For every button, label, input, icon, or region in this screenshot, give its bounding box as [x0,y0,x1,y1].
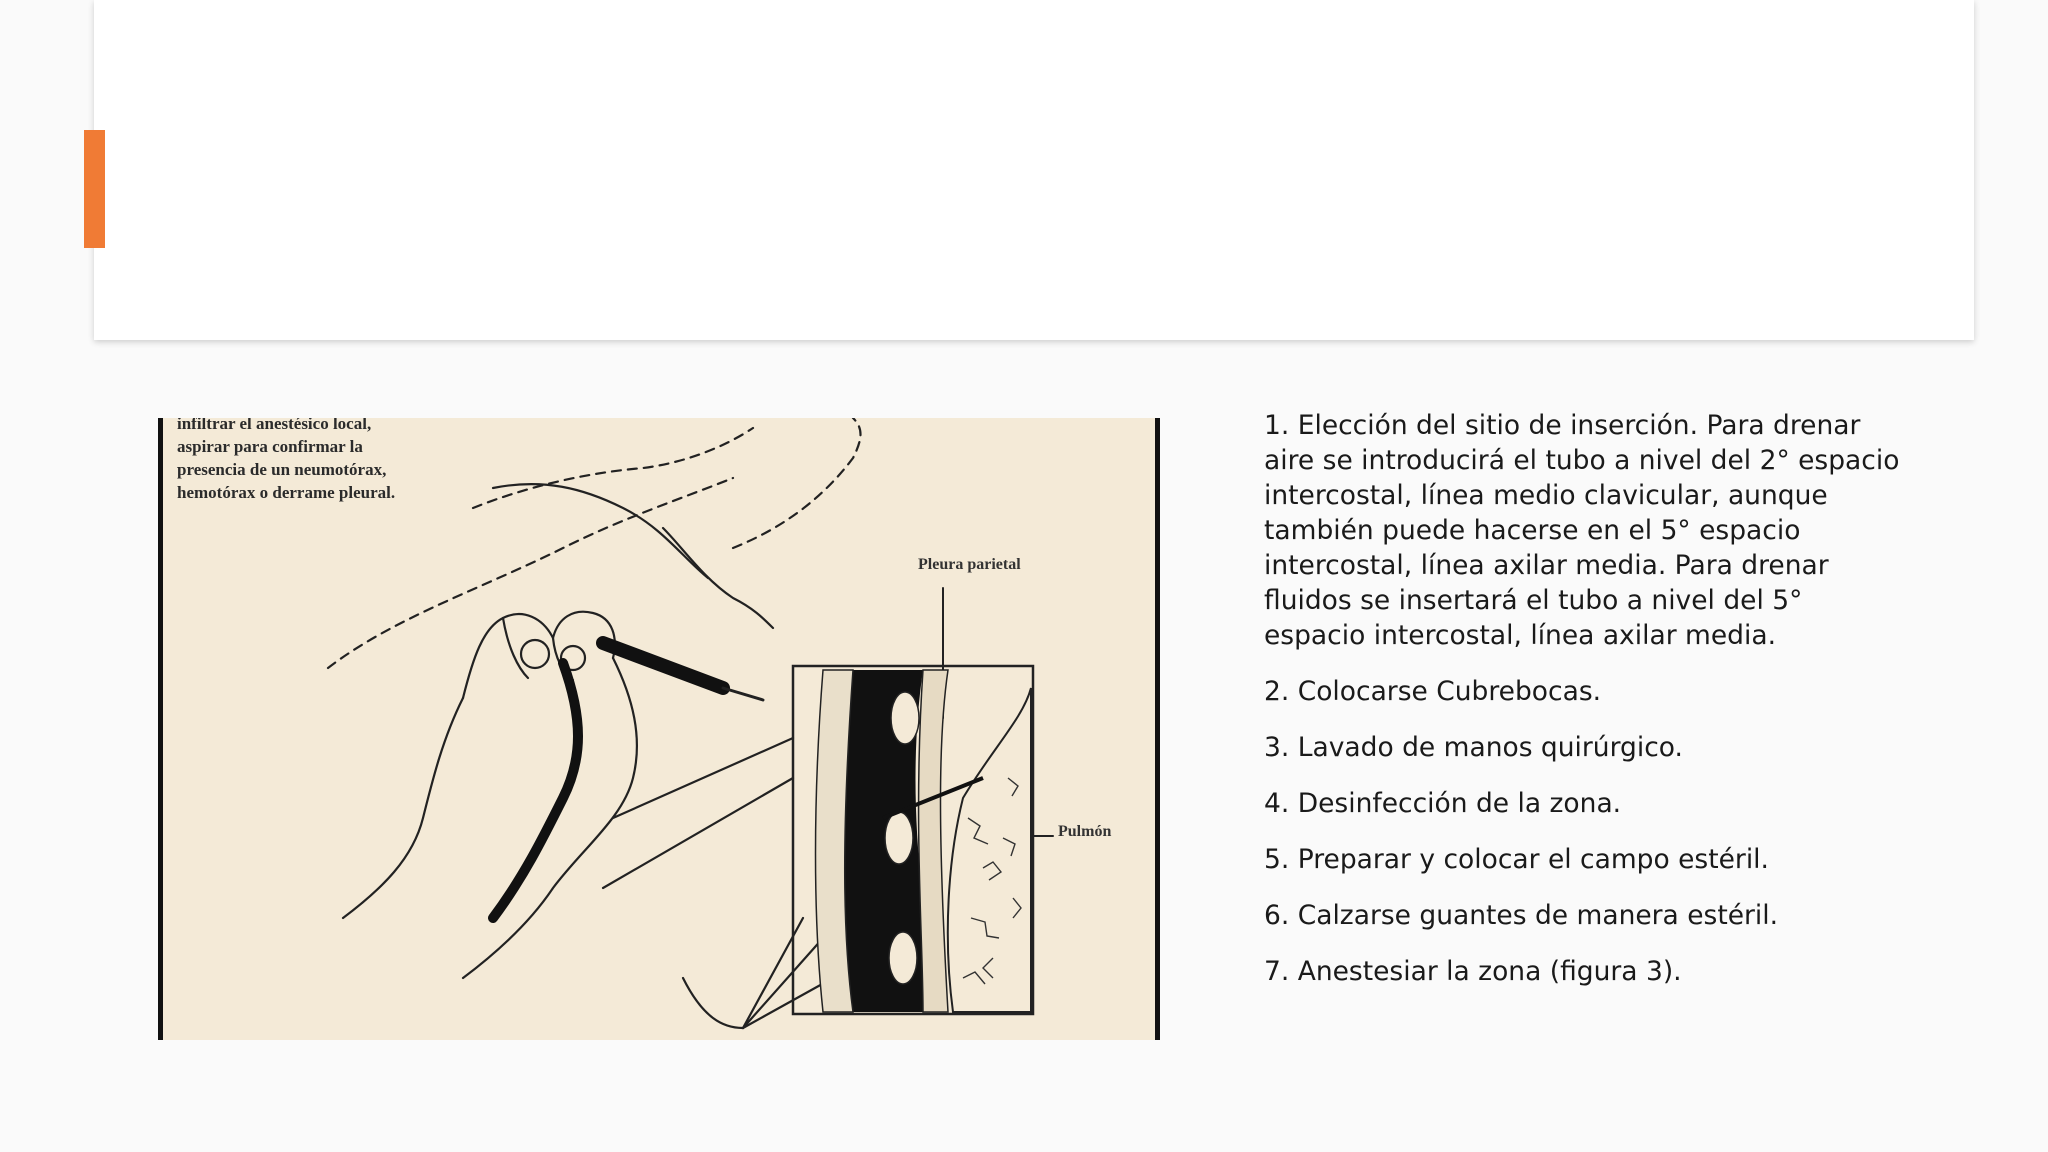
step-2: 2. Colocarse Cubrebocas. [1264,676,1602,707]
illustration-drawing [163,418,1155,1040]
procedure-illustration [158,418,1160,1040]
step-7: 7. Anestesiar la zona (figura 3). [1264,956,1682,987]
step-6: 6. Calzarse guantes de manera estéril. [1264,900,1779,931]
title-card [94,0,1974,340]
step-3: 3. Lavado de manos quirúrgico. [1264,732,1683,763]
step-4: 4. Desinfección de la zona. [1264,788,1622,819]
accent-bar [84,130,105,248]
figure-caption: infiltrar el anestésico local, aspirar para confirmar la presencia de un neumotórax, hemotórax o derrame pleural. [177,418,396,502]
procedure-steps-list [1264,408,1904,1010]
label-pleura-parietal: Pleura parietal [918,556,1021,573]
step-1: 1. Elección del sitio de inserción. Para drenar aire se introducirá el tubo a nivel del 2° espacio intercostal, línea medio clavicular, aunque también puede hacerse en el 5° espacio intercostal, línea axilar media. Para drenar fluidos se insertará el tubo a nivel del 5° espacio intercostal, línea axilar media. [1264,410,1900,651]
label-pulmon: Pulmón [1058,823,1112,840]
step-5: 5. Preparar y colocar el campo estéril. [1264,844,1769,875]
